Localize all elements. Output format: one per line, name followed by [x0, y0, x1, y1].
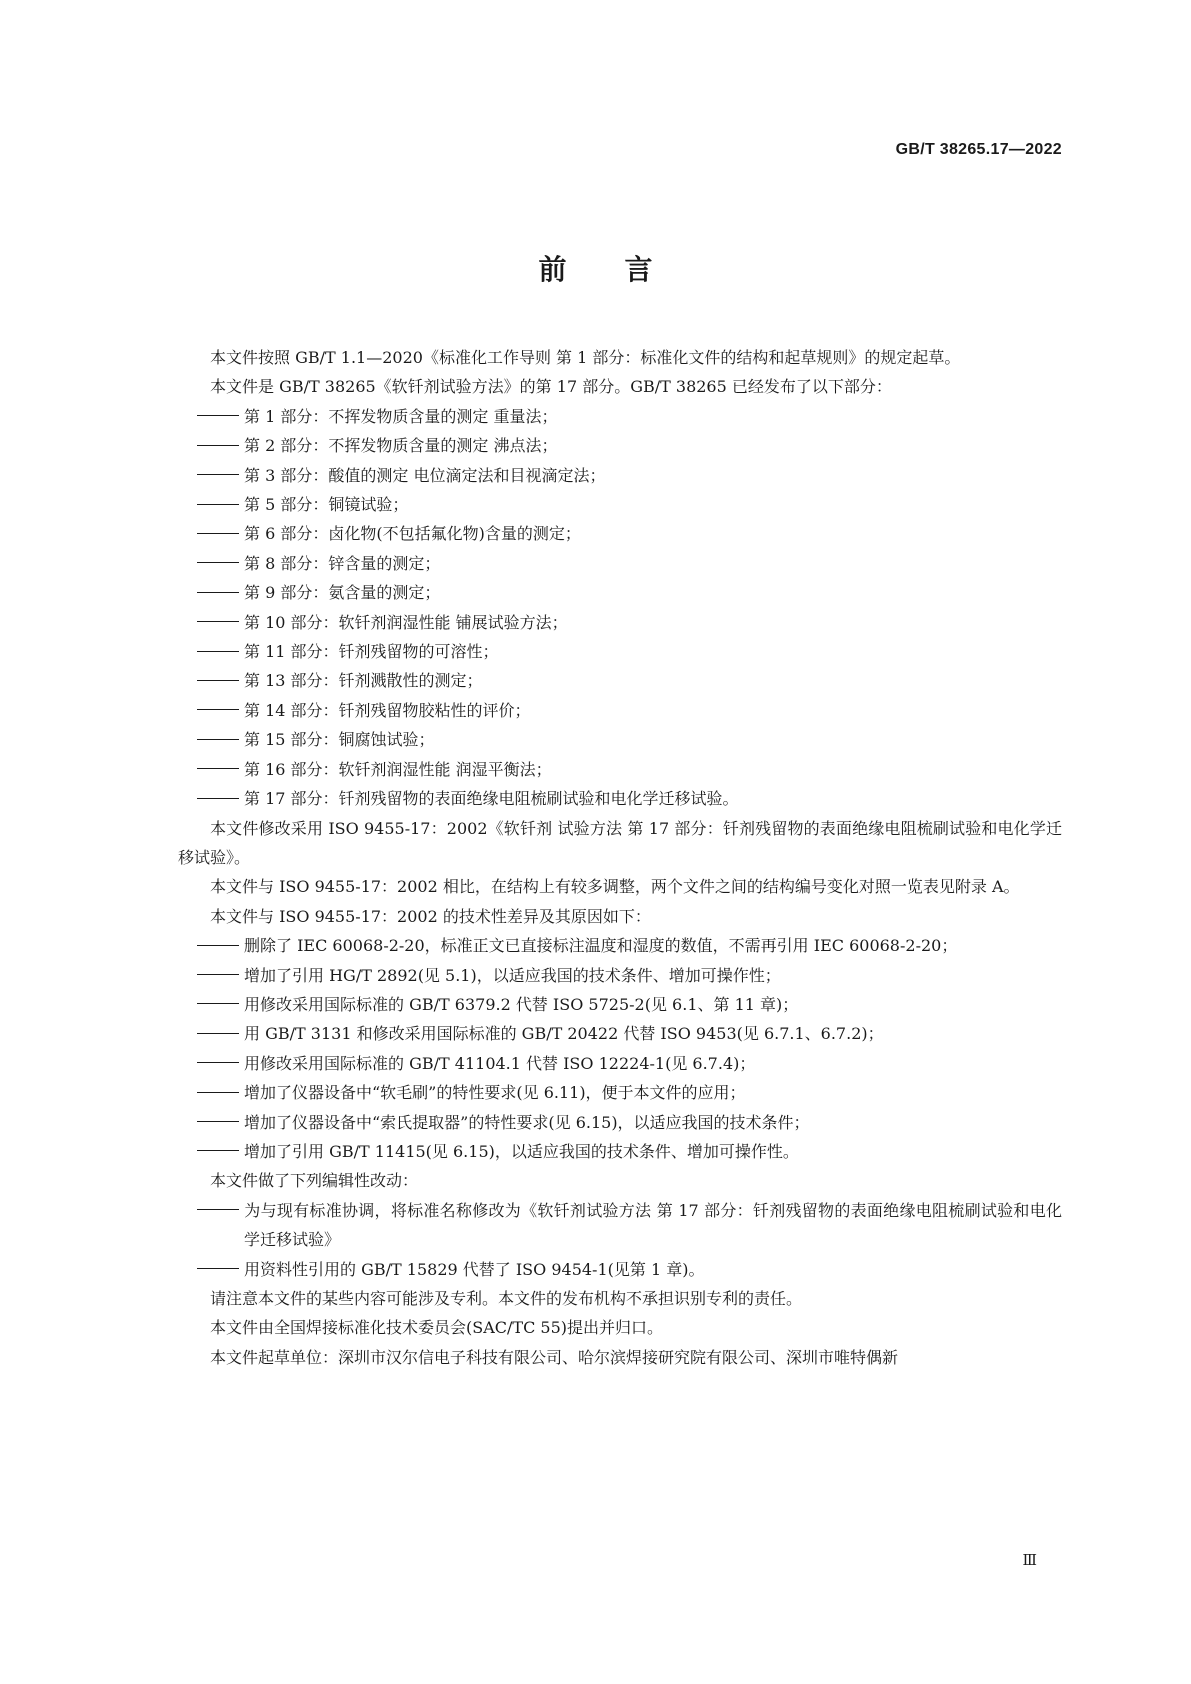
paragraph-series-intro: 本文件是 GB/T 38265《软钎剂试验方法》的第 17 部分。GB/T 38265 已经发布了以下部分：	[210, 377, 892, 397]
list-item: 第 16 部分：软钎剂润湿性能 润湿平衡法；	[178, 755, 1062, 784]
list-item: 用 GB/T 3131 和修改采用国际标准的 GB/T 20422 代替 ISO 9453(见 6.7.1、6.7.2)；	[178, 1019, 1062, 1048]
paragraph-modification-basis: 本文件修改采用 ISO 9455-17：2002《软钎剂 试验方法 第 17 部分：钎剂残留物的表面绝缘电阻梳刷试验和电化学迁移试验》。	[178, 818, 1062, 867]
dash-marker	[197, 490, 244, 519]
parts-list	[178, 402, 1062, 814]
dash-marker	[197, 1255, 244, 1284]
list-item: 第 10 部分：软钎剂润湿性能 铺展试验方法；	[178, 608, 1062, 637]
list-item: 第 1 部分：不挥发物质含量的测定 重量法；	[178, 402, 1062, 431]
paragraph-tech-diffs-intro: 本文件与 ISO 9455-17：2002 的技术性差异及其原因如下：	[210, 906, 651, 926]
paragraph-structure-changes: 本文件与 ISO 9455-17：2002 相比，在结构上有较多调整，两个文件之间的结构编号变化对照一览表见附录 A。	[210, 877, 1020, 897]
dash-marker	[197, 931, 244, 960]
tech-diffs-list	[178, 931, 1062, 1166]
dash-marker	[197, 755, 244, 784]
list-item: 用修改采用国际标准的 GB/T 41104.1 代替 ISO 12224-1(见 6.7.4)；	[178, 1049, 1062, 1078]
dash-marker	[197, 784, 244, 813]
dash-marker	[197, 637, 244, 666]
list-item: 第 9 部分：氨含量的测定；	[178, 578, 1062, 607]
paragraph-edit-changes-intro: 本文件做了下列编辑性改动：	[210, 1171, 419, 1191]
list-item: 第 8 部分：锌含量的测定；	[178, 549, 1062, 578]
dash-marker	[197, 666, 244, 695]
paragraph-proposer: 本文件由全国焊接标准化技术委员会(SAC/TC 55)提出并归口。	[210, 1318, 663, 1338]
dash-marker	[197, 990, 244, 1019]
dash-marker	[197, 696, 244, 725]
list-item: 增加了仪器设备中“索氏提取器”的特性要求(见 6.15)，以适应我国的技术条件；	[178, 1108, 1062, 1137]
list-item: 用资料性引用的 GB/T 15829 代替了 ISO 9454-1(见第 1 章)。	[178, 1255, 1062, 1284]
edit-changes-list	[178, 1196, 1062, 1284]
list-item: 第 11 部分：钎剂残留物的可溶性；	[178, 637, 1062, 666]
page-number: Ⅲ	[1022, 1551, 1037, 1569]
page-title: 前言	[538, 253, 711, 286]
dash-marker	[197, 608, 244, 637]
list-item: 第 2 部分：不挥发物质含量的测定 沸点法；	[178, 431, 1062, 460]
dash-marker	[197, 519, 244, 548]
list-item: 增加了引用 GB/T 11415(见 6.15)，以适应我国的技术条件、增加可操作性。	[178, 1137, 1062, 1166]
paragraph-drafting-rules: 本文件按照 GB/T 1.1—2020《标准化工作导则 第 1 部分：标准化文件的结构和起草规则》的规定起草。	[210, 348, 961, 367]
list-item: 第 14 部分：钎剂残留物胶粘性的评价；	[178, 696, 1062, 725]
dash-marker	[197, 1019, 244, 1048]
dash-marker	[197, 1049, 244, 1078]
document-code: GB/T 38265.17—2022	[895, 141, 1062, 158]
paragraph-drafting-units: 本文件起草单位：深圳市汉尔信电子科技有限公司、哈尔滨焊接研究院有限公司、深圳市唯特偶新	[210, 1347, 899, 1367]
paragraph-patent-notice: 请注意本文件的某些内容可能涉及专利。本文件的发布机构不承担识别专利的责任。	[210, 1289, 803, 1308]
list-item: 第 6 部分：卤化物(不包括氟化物)含量的测定；	[178, 519, 1062, 548]
dash-marker	[197, 431, 244, 460]
list-item: 增加了仪器设备中“软毛刷”的特性要求(见 6.11)，便于本文件的应用；	[178, 1078, 1062, 1107]
list-item: 第 5 部分：铜镜试验；	[178, 490, 1062, 519]
dash-marker	[197, 1078, 244, 1107]
list-item: 用修改采用国际标准的 GB/T 6379.2 代替 ISO 5725-2(见 6.1、第 11 章)；	[178, 990, 1062, 1019]
dash-marker	[197, 1108, 244, 1137]
dash-marker	[197, 578, 244, 607]
list-item: 增加了引用 HG/T 2892(见 5.1)，以适应我国的技术条件、增加可操作性；	[178, 961, 1062, 990]
dash-marker	[197, 1196, 244, 1225]
list-item: 第 17 部分：钎剂残留物的表面绝缘电阻梳刷试验和电化学迁移试验。	[178, 784, 1062, 813]
foreword-body	[178, 343, 1062, 1372]
list-item: 第 3 部分：酸值的测定 电位滴定法和目视滴定法；	[178, 461, 1062, 490]
dash-marker	[197, 961, 244, 990]
list-item: 第 13 部分：钎剂溅散性的测定；	[178, 666, 1062, 695]
dash-marker	[197, 549, 244, 578]
list-item: 删除了 IEC 60068-2-20，标准正文已直接标注温度和湿度的数值，不需再引用 IEC 60068-2-20；	[178, 931, 1062, 960]
dash-marker	[197, 402, 244, 431]
dash-marker	[197, 725, 244, 754]
list-item: 第 15 部分：铜腐蚀试验；	[178, 725, 1062, 754]
dash-marker	[197, 1137, 244, 1166]
dash-marker	[197, 461, 244, 490]
list-item: 为与现有标准协调，将标准名称修改为《软钎剂试验方法 第 17 部分：钎剂残留物的表面绝缘电阻梳刷试验和电化学迁移试验》	[178, 1196, 1062, 1255]
